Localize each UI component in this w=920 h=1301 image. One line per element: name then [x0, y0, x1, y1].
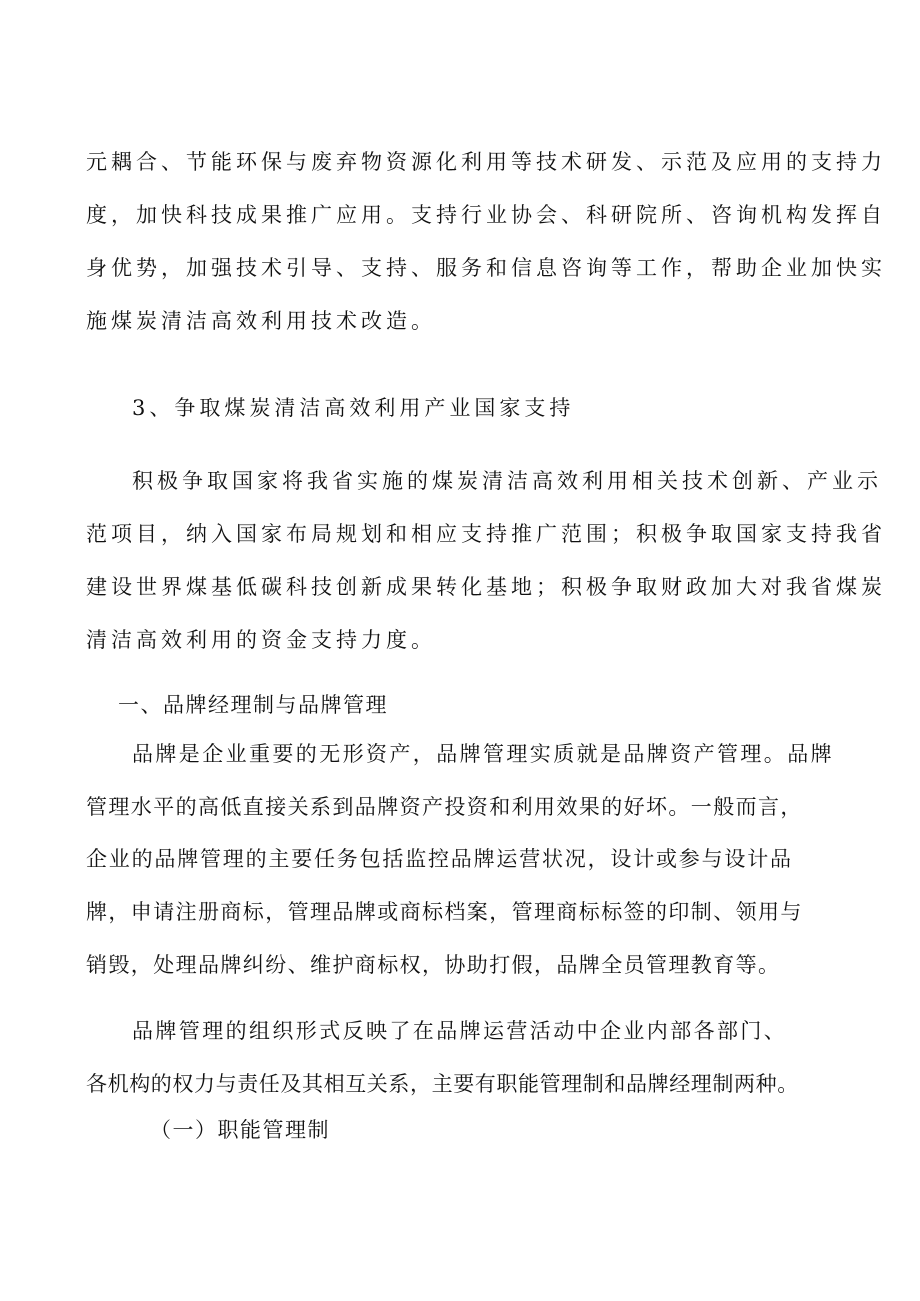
- paragraph-4-line-1: 品牌管理的组织形式反映了在品牌运营活动中企业内部各部门、: [132, 1019, 788, 1043]
- paragraph-3-line-5: 销毁，处理品牌纠纷、维护商标权，协助打假，品牌全员管理教育等。: [86, 953, 781, 977]
- paragraph-1-line-3: 身优势，加强技术引导、支持、服务和信息咨询等工作，帮助企业加快实: [86, 256, 886, 280]
- paragraph-3-line-1: 品牌是企业重要的无形资产，品牌管理实质就是品牌资产管理。品牌: [132, 742, 834, 766]
- paragraph-1-line-4: 施煤炭清洁高效利用技术改造。: [86, 309, 436, 333]
- heading-3: 3、争取煤炭清洁高效利用产业国家支持: [132, 396, 575, 420]
- paragraph-2-line-1: 积极争取国家将我省实施的煤炭清洁高效利用相关技术创新、产业示: [132, 469, 882, 493]
- paragraph-2-line-4: 清洁高效利用的资金支持力度。: [86, 628, 436, 652]
- paragraph-3-line-3: 企业的品牌管理的主要任务包括监控品牌运营状况，设计或参与设计品: [86, 847, 793, 871]
- paragraph-1-line-1: 元耦合、节能环保与废弃物资源化利用等技术研发、示范及应用的支持力: [86, 150, 886, 174]
- paragraph-2-line-2: 范项目，纳入国家布局规划和相应支持推广范围；积极争取国家支持我省: [86, 522, 886, 546]
- paragraph-2-line-3: 建设世界煤基低碳科技创新成果转化基地；积极争取财政加大对我省煤炭: [86, 575, 886, 599]
- paragraph-4-line-2: 各机构的权力与责任及其相互关系，主要有职能管理制和品牌经理制两种。: [86, 1072, 799, 1096]
- subheading-1: （一）职能管理制: [150, 1118, 330, 1142]
- section-heading: 一、品牌经理制与品牌管理: [118, 693, 388, 717]
- paragraph-3-line-4: 牌，申请注册商标，管理品牌或商标档案，管理商标标签的印制、领用与: [86, 900, 803, 924]
- paragraph-1-line-2: 度，加快科技成果推广应用。支持行业协会、科研院所、咨询机构发挥自: [86, 203, 886, 227]
- paragraph-3-line-2: 管理水平的高低直接关系到品牌资产投资和利用效果的好坏。一般而言，: [86, 795, 803, 819]
